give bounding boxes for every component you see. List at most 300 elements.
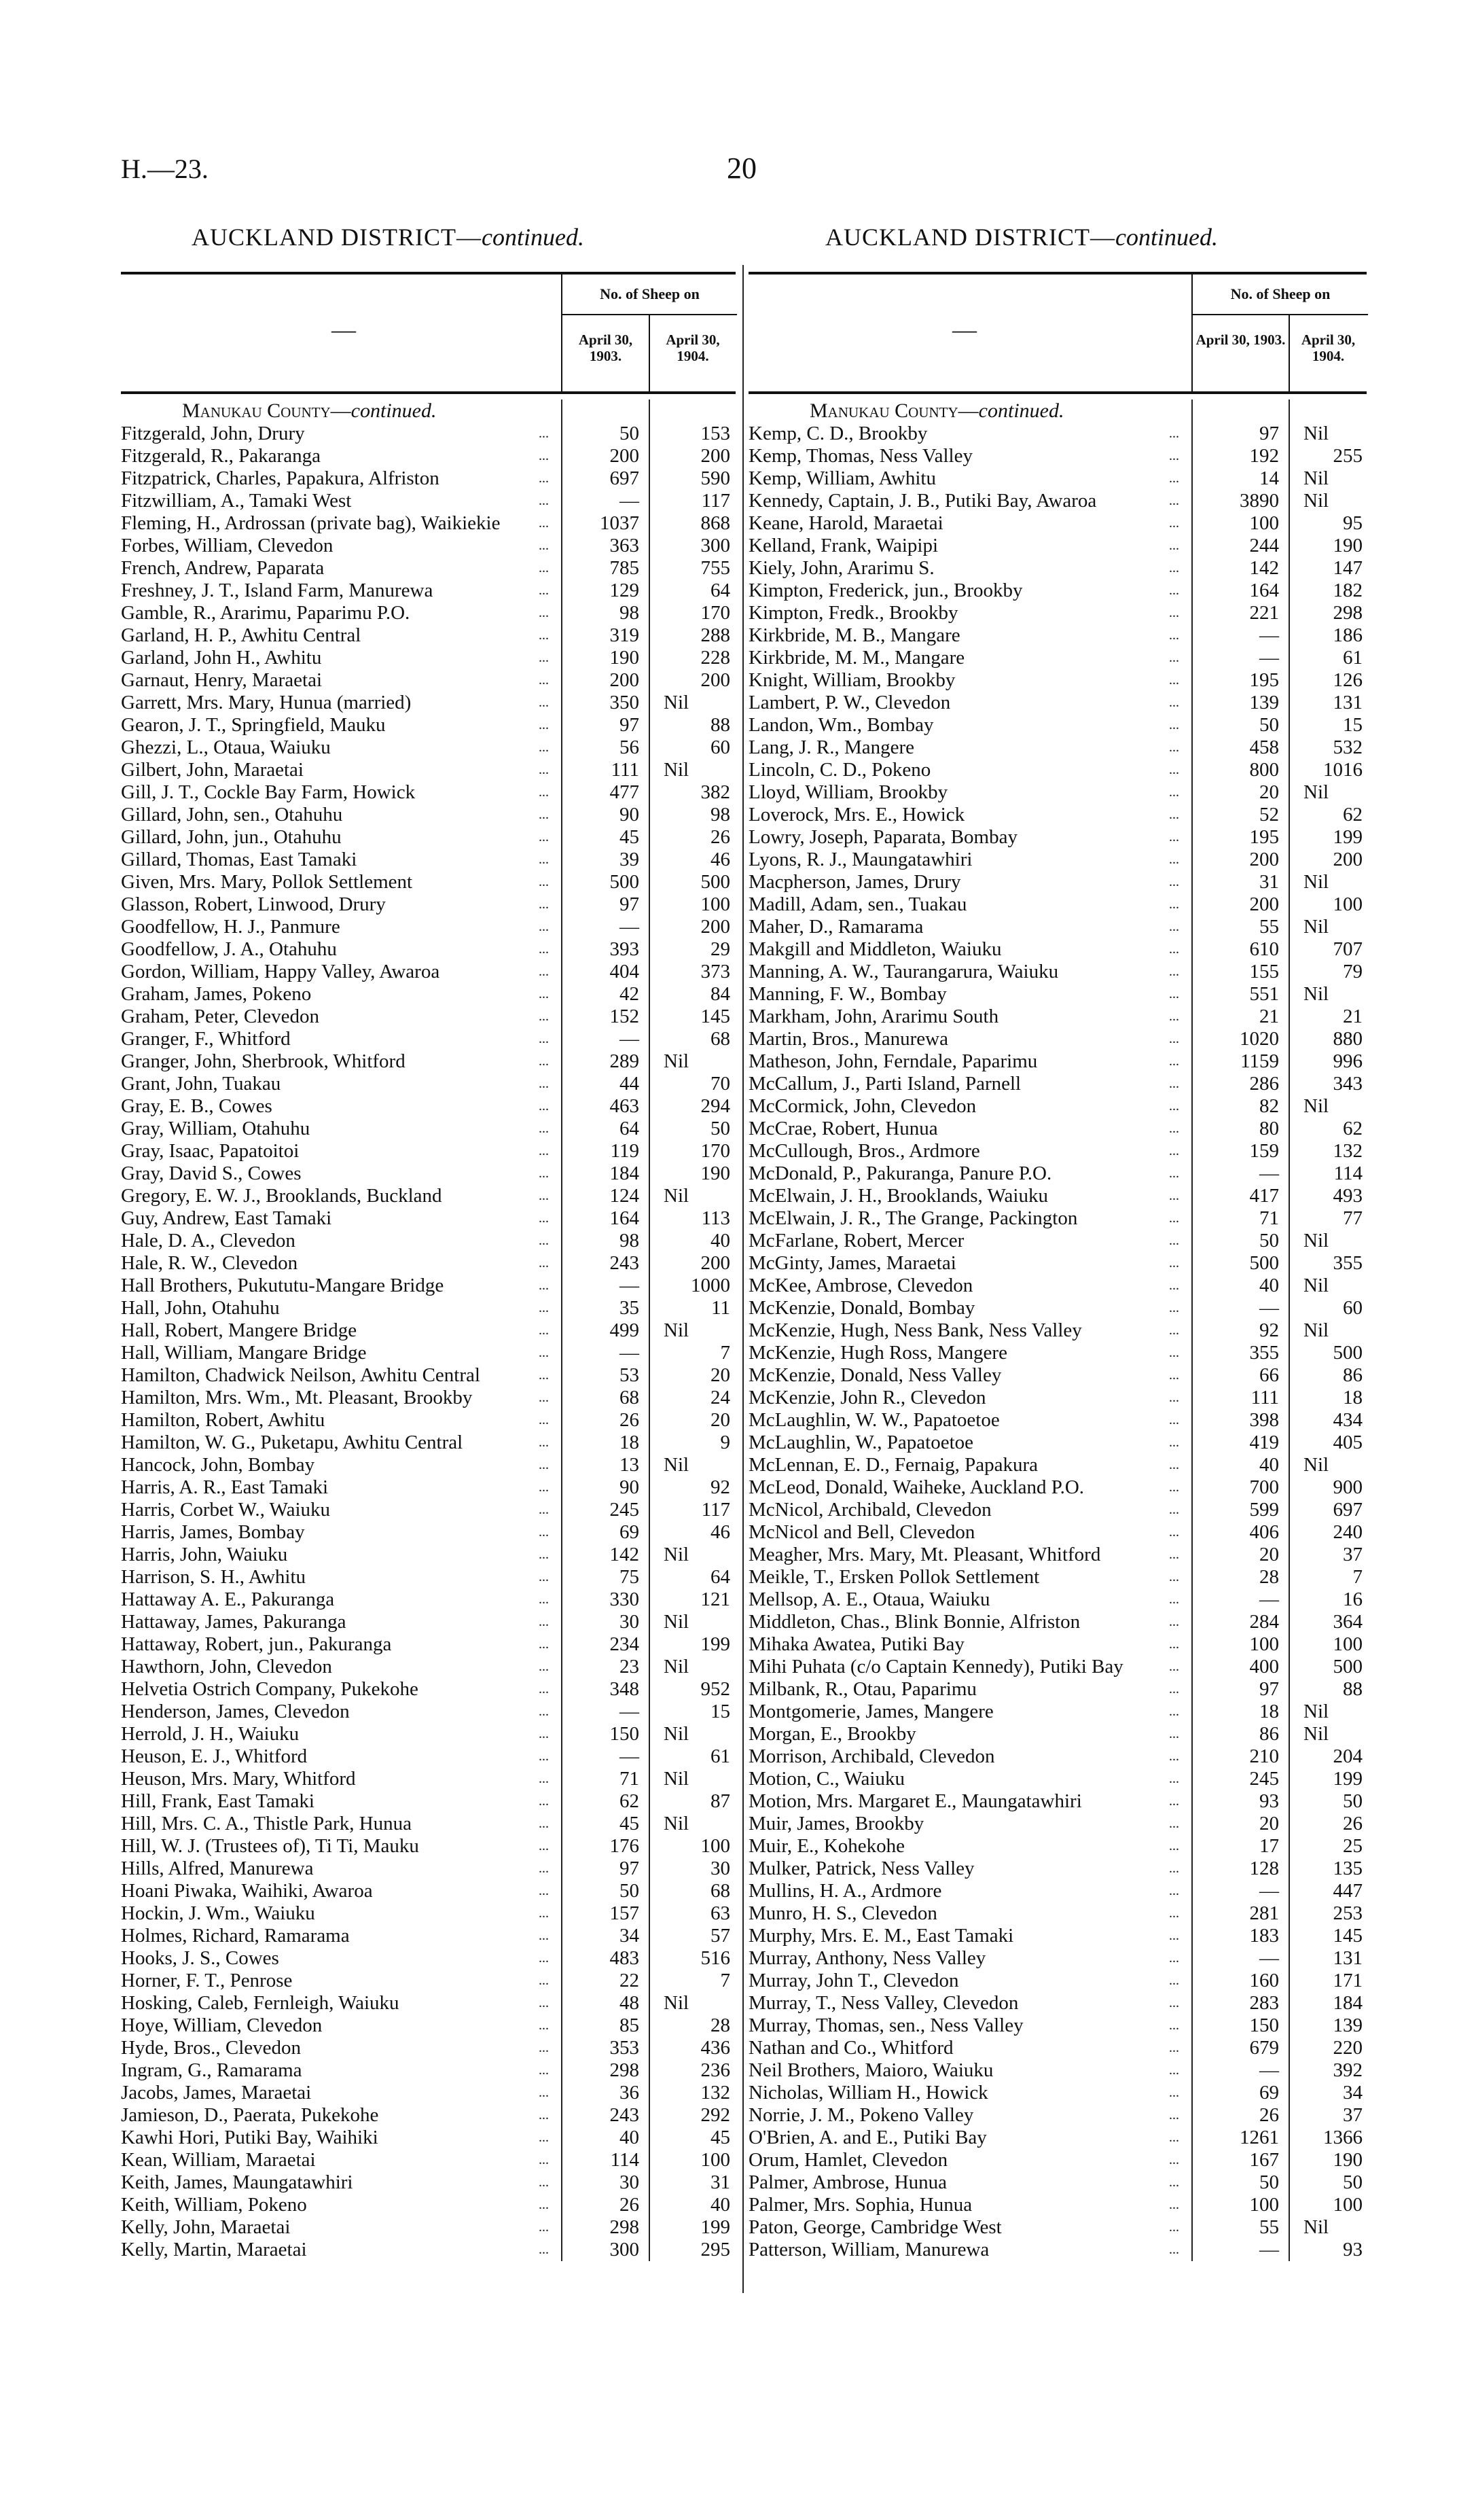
owner-name-text: Hamilton, Robert, Awhitu [121, 1409, 325, 1431]
dot-leader: ... [1169, 1704, 1179, 1719]
owner-name-text: Macpherson, James, Drury [749, 871, 961, 893]
sheep-1903: 200 [1249, 849, 1279, 870]
sheep-1904: 131 [1333, 1947, 1363, 1969]
column-rule [1289, 400, 1290, 2261]
table-body [121, 400, 736, 2261]
dot-leader: ... [1169, 762, 1179, 777]
table-row [121, 1454, 736, 1476]
dot-leader: ... [1169, 987, 1179, 1001]
table-row [749, 1342, 1367, 1364]
table-row [121, 1656, 736, 1678]
table-row [121, 1319, 736, 1342]
dot-leader: ... [1169, 2197, 1179, 2212]
sheep-1903: 30 [619, 1611, 639, 1633]
table-row [121, 737, 736, 759]
owner-name [749, 1925, 1191, 1947]
owner-name-text: Kelland, Frank, Waipipi [749, 535, 939, 556]
owner-name [121, 893, 561, 916]
table-row [749, 961, 1367, 983]
owner-name-text: Hills, Alfred, Manurewa [121, 1858, 314, 1879]
dot-leader: ... [539, 897, 549, 912]
dot-leader: ... [1169, 1323, 1179, 1338]
owner-name-text: Makgill and Middleton, Waiuku [749, 938, 1002, 960]
owner-name [121, 467, 561, 490]
sheep-1903: 111 [611, 759, 639, 781]
sheep-1904: 199 [1333, 826, 1363, 848]
owner-name-text: Heuson, E. J., Whitford [121, 1745, 308, 1767]
dot-leader: ... [539, 1121, 549, 1136]
owner-name [121, 1118, 561, 1140]
table-row [749, 2037, 1367, 2059]
sheep-1904: 93 [1343, 2239, 1363, 2260]
sheep-1904: 37 [1343, 2104, 1363, 2126]
sheep-1904: 61 [1343, 647, 1363, 669]
owner-name [749, 669, 1191, 692]
sheep-1903: 69 [619, 1521, 639, 1543]
sheep-1904: 590 [700, 467, 730, 489]
owner-name-text: Graham, Peter, Clevedon [121, 1006, 319, 1027]
dot-leader: ... [1169, 426, 1179, 441]
dot-leader: ... [1169, 1413, 1179, 1427]
dot-leader: ... [539, 1233, 549, 1248]
dot-leader: ... [1169, 1166, 1179, 1181]
dot-leader: ... [539, 1794, 549, 1809]
table-row [121, 1925, 736, 1947]
owner-name-text: Mullins, H. A., Ardmore [749, 1880, 942, 1902]
owner-name [749, 916, 1191, 938]
sheep-1904: 382 [700, 781, 730, 803]
sheep-1904: 145 [700, 1006, 730, 1027]
sheep-1904: 298 [1333, 602, 1363, 624]
owner-name-text: Mulker, Patrick, Ness Valley [749, 1858, 975, 1879]
sheep-1904: 294 [700, 1095, 730, 1117]
owner-name-text: McCallum, J., Parti Island, Parnell [749, 1073, 1022, 1095]
owner-name [749, 983, 1191, 1006]
owner-name-text: Lyons, R. J., Maungatawhiri [749, 849, 973, 870]
owner-name-text: Kemp, William, Awhitu [749, 467, 936, 489]
sheep-1903: 50 [619, 1880, 639, 1902]
title-suffix: continued. [1115, 224, 1218, 251]
owner-name [749, 1185, 1191, 1207]
owner-name [749, 804, 1191, 826]
col-1904-header: April 30, 1904. [1289, 314, 1367, 391]
name-column-header: — [331, 316, 356, 343]
table-row [749, 423, 1367, 445]
owner-name-text: McLeod, Donald, Waiheke, Auckland P.O. [749, 1476, 1085, 1498]
sheep-1904: 900 [1333, 1476, 1363, 1498]
dot-leader: ... [539, 1906, 549, 1921]
owner-name [749, 1880, 1191, 1902]
table-row [121, 535, 736, 557]
owner-name-text: Mihi Puhata (c/o Captain Kennedy), Putiki Bay [749, 1656, 1123, 1678]
owner-name [121, 1140, 561, 1163]
owner-name-text: Gillard, Thomas, East Tamaki [121, 849, 357, 870]
dot-leader: ... [1169, 807, 1179, 822]
dot-leader: ... [539, 2018, 549, 2033]
sheep-1904: Nil [1303, 1275, 1329, 1296]
owner-name-text: Maher, D., Ramarama [749, 916, 924, 938]
sheep-1904: Nil [664, 1723, 689, 1745]
table-row [121, 1566, 736, 1589]
owner-name [121, 2171, 561, 2194]
sheep-1903: 176 [609, 1835, 639, 1857]
dot-leader: ... [539, 1883, 549, 1898]
sheep-1904: 500 [1333, 1656, 1363, 1678]
dot-leader: ... [539, 2063, 549, 2078]
sheep-1903: 298 [609, 2216, 639, 2238]
dot-leader: ... [1169, 695, 1179, 710]
sheep-1904: 295 [700, 2239, 730, 2260]
owner-name [749, 1095, 1191, 1118]
owner-name-text: Middleton, Chas., Blink Bonnie, Alfriston [749, 1611, 1081, 1633]
table-row [121, 1252, 736, 1275]
owner-name [121, 1992, 561, 2015]
dot-leader: ... [1169, 1368, 1179, 1383]
owner-name-text: McKenzie, Hugh Ross, Mangere [749, 1342, 1007, 1364]
owner-name-text: Gray, William, Otahuhu [121, 1118, 310, 1139]
table-row [749, 1454, 1367, 1476]
dot-leader: ... [1169, 1951, 1179, 1966]
owner-name [749, 1297, 1191, 1319]
owner-name [749, 1163, 1191, 1185]
sheep-1904: 373 [700, 961, 730, 982]
owner-name [121, 1454, 561, 1476]
section-heading [749, 400, 1367, 423]
owner-name [121, 535, 561, 557]
table-row [121, 781, 736, 804]
sheep-1903: 551 [1249, 983, 1279, 1005]
owner-name-text: Markham, John, Ararimu South [749, 1006, 999, 1027]
sheep-1903: 1261 [1240, 2127, 1279, 2148]
dot-leader: ... [539, 2108, 549, 2123]
owner-name [121, 737, 561, 759]
table-row [121, 714, 736, 737]
owner-name-text: Gillard, John, sen., Otahuhu [121, 804, 343, 826]
sheep-1904: 117 [701, 490, 730, 512]
sheep-1903: 234 [609, 1633, 639, 1655]
owner-name [749, 1499, 1191, 1521]
table-row [121, 1723, 736, 1745]
table-row [121, 647, 736, 669]
table-row [749, 737, 1367, 759]
sheep-1903: 17 [1259, 1835, 1279, 1857]
sheep-1904: 21 [1343, 1006, 1363, 1027]
owner-name-text: Henderson, James, Clevedon [121, 1701, 350, 1722]
sheep-1904: 126 [1333, 669, 1363, 691]
dot-leader: ... [539, 1413, 549, 1427]
sheep-1904: 15 [1343, 714, 1363, 736]
sheep-1904: Nil [664, 1992, 689, 2014]
table-row [749, 1006, 1367, 1028]
sheep-1903: 150 [1249, 2015, 1279, 2036]
owner-name [749, 1432, 1191, 1454]
owner-name-text: McKenzie, Hugh, Ness Bank, Ness Valley [749, 1319, 1082, 1341]
sheep-1903: 20 [1259, 781, 1279, 803]
dot-leader: ... [539, 448, 549, 463]
owner-name [121, 1970, 561, 1992]
sheep-1903: 785 [609, 557, 639, 579]
owner-name-text: McNicol and Bell, Clevedon [749, 1521, 975, 1543]
sheep-1904: 190 [700, 1163, 730, 1184]
sheep-1904: 60 [1343, 1297, 1363, 1319]
table-row [121, 445, 736, 467]
right-table [749, 272, 1367, 2261]
sheep-1903: 20 [1259, 1813, 1279, 1834]
owner-name [749, 1768, 1191, 1790]
table-row [749, 1476, 1367, 1499]
sheep-1904: 139 [1333, 2015, 1363, 2036]
owner-name [749, 2216, 1191, 2239]
table-row [749, 512, 1367, 535]
owner-name-text: McCormick, John, Clevedon [749, 1095, 977, 1117]
dot-leader: ... [1169, 605, 1179, 620]
owner-name [749, 692, 1191, 714]
table-row [121, 1880, 736, 1902]
table-row [749, 2194, 1367, 2216]
table-row [121, 1992, 736, 2015]
owner-name-text: Patterson, William, Manurewa [749, 2239, 990, 2260]
owner-name [749, 1902, 1191, 1925]
dot-leader: ... [539, 762, 549, 777]
owner-name [121, 2239, 561, 2261]
owner-name-text: Morrison, Archibald, Clevedon [749, 1745, 995, 1767]
owner-name [121, 1589, 561, 1611]
owner-name-text: Meagher, Mrs. Mary, Mt. Pleasant, Whitford [749, 1544, 1101, 1565]
sheep-1904: 20 [710, 1364, 730, 1386]
table-row [749, 1118, 1367, 1140]
sheep-1903: 22 [619, 1970, 639, 1991]
sheep-1904: 447 [1333, 1880, 1363, 1902]
owner-name [121, 1790, 561, 1813]
table-row [749, 2149, 1367, 2171]
table-row [121, 692, 736, 714]
owner-name [121, 1633, 561, 1656]
owner-name [121, 1521, 561, 1544]
sheep-1904: Nil [1303, 467, 1329, 489]
dot-leader: ... [539, 807, 549, 822]
dot-leader: ... [1169, 1614, 1179, 1629]
sheep-1904: 113 [701, 1207, 730, 1229]
owner-name [121, 961, 561, 983]
table-row [121, 1297, 736, 1319]
owner-name [749, 1544, 1191, 1566]
sheep-1903: 97 [1259, 423, 1279, 444]
sheep-1903: 200 [609, 445, 639, 467]
sheep-1903: 52 [1259, 804, 1279, 826]
owner-name [121, 1499, 561, 1521]
dot-leader: ... [1169, 1076, 1179, 1091]
dot-leader: ... [539, 1816, 549, 1831]
sheep-1903: 319 [609, 624, 639, 646]
table-row [749, 624, 1367, 647]
sheep-1903: 284 [1249, 1611, 1279, 1633]
sheep-1903: 40 [1259, 1454, 1279, 1476]
col-1904-header: April 30, 1904. [649, 314, 736, 391]
owner-name-text: Hooks, J. S., Cowes [121, 1947, 279, 1969]
sheep-1903: 157 [609, 1902, 639, 1924]
table-row [749, 1230, 1367, 1252]
table-row [121, 1499, 736, 1521]
sheep-1904: 952 [700, 1678, 730, 1700]
dot-leader: ... [539, 628, 549, 643]
owner-name-text: Gilbert, John, Maraetai [121, 759, 304, 781]
sheep-1903: 195 [1249, 826, 1279, 848]
owner-name-text: Murray, Thomas, sen., Ness Valley [749, 2015, 1024, 2036]
owner-name [749, 871, 1191, 893]
sheep-1904: 9 [720, 1432, 730, 1453]
owner-name-text: Goodfellow, H. J., Panmure [121, 916, 340, 938]
table-row [121, 669, 736, 692]
dot-leader: ... [1169, 1794, 1179, 1809]
dot-leader: ... [1169, 448, 1179, 463]
owner-name-text: Hawthorn, John, Clevedon [121, 1656, 332, 1678]
sheep-1904: 100 [700, 1835, 730, 1857]
dot-leader: ... [1169, 1592, 1179, 1607]
dot-leader: ... [1169, 1256, 1179, 1271]
sheep-1903: 36 [619, 2082, 639, 2104]
owner-name [121, 1611, 561, 1633]
sheep-1904: Nil [1303, 490, 1329, 512]
owner-name-text: Muir, E., Kohekohe [749, 1835, 905, 1857]
sheep-1904: 24 [710, 1387, 730, 1408]
table-row [749, 535, 1367, 557]
table-row [749, 1678, 1367, 1701]
dot-leader: ... [1169, 1031, 1179, 1046]
owner-name [121, 2037, 561, 2059]
dot-leader: ... [539, 2152, 549, 2167]
owner-name [749, 535, 1191, 557]
table-row [749, 445, 1367, 467]
sheep-1904: 868 [700, 512, 730, 534]
owner-name-text: Garrett, Mrs. Mary, Hunua (married) [121, 692, 412, 713]
table-row [749, 2104, 1367, 2127]
owner-name-text: Helvetia Ostrich Company, Pukekohe [121, 1678, 418, 1700]
sheep-1904: 147 [1333, 557, 1363, 579]
sheep-1904: 171 [1333, 1970, 1363, 1991]
dot-leader: ... [1169, 1099, 1179, 1114]
dot-leader: ... [539, 1749, 549, 1764]
owner-name [121, 2149, 561, 2171]
owner-name [121, 1880, 561, 1902]
owner-name-text: Hall, William, Mangare Bridge [121, 1342, 367, 1364]
dot-leader: ... [1169, 2040, 1179, 2055]
sheep-1903: 90 [619, 804, 639, 826]
owner-name [121, 647, 561, 669]
column-divider [742, 265, 744, 2293]
table-row [749, 1790, 1367, 1813]
owner-name [121, 1297, 561, 1319]
sheep-1903: 298 [609, 2059, 639, 2081]
sheep-1904: 60 [710, 737, 730, 758]
dot-leader: ... [539, 785, 549, 800]
table-row [749, 1297, 1367, 1319]
owner-name-text: Gamble, R., Ararimu, Paparimu P.O. [121, 602, 410, 624]
table-row [121, 1387, 736, 1409]
sheep-1903: 13 [619, 1454, 639, 1476]
owner-name-text: Gill, J. T., Cockle Bay Farm, Howick [121, 781, 416, 803]
sheep-1904: 131 [1333, 692, 1363, 713]
owner-name-text: Matheson, John, Ferndale, Paparimu [749, 1050, 1038, 1072]
dot-leader: ... [539, 2085, 549, 2100]
sheep-1904: Nil [1303, 423, 1329, 444]
sheep-1903: 124 [609, 1185, 639, 1207]
owner-name [121, 1947, 561, 1970]
table-row [749, 467, 1367, 490]
sheep-1904: 30 [710, 1858, 730, 1879]
title-main: AUCKLAND DISTRICT— [825, 224, 1115, 251]
table-row [749, 1633, 1367, 1656]
sheep-1903: 477 [609, 781, 639, 803]
sheep-1904: 500 [700, 871, 730, 893]
owner-name-text: McKenzie, Donald, Ness Valley [749, 1364, 1002, 1386]
owner-name-text: Muir, James, Brookby [749, 1813, 924, 1834]
sheep-1903: 100 [1249, 1633, 1279, 1655]
owner-name-text: Kiely, John, Ararimu S. [749, 557, 935, 579]
table-row [749, 849, 1367, 871]
owner-name [121, 2194, 561, 2216]
owner-name [749, 1275, 1191, 1297]
sheep-1904: 755 [700, 557, 730, 579]
owner-name-text: Manning, A. W., Taurangarura, Waiuku [749, 961, 1059, 982]
sheep-1903: 610 [1249, 938, 1279, 960]
dot-leader: ... [1169, 1278, 1179, 1293]
sheep-1903: 100 [1249, 2194, 1279, 2216]
table-row [749, 1521, 1367, 1544]
owner-name-text: Kemp, C. D., Brookby [749, 423, 928, 444]
sheep-1904: 200 [700, 916, 730, 938]
sheep-1903: 21 [1259, 1006, 1279, 1027]
table-row [121, 804, 736, 826]
table-row [121, 2082, 736, 2104]
dot-leader: ... [539, 2220, 549, 2235]
owner-name-text: Murray, T., Ness Valley, Clevedon [749, 1992, 1019, 2014]
sheep-1904: 184 [1333, 1992, 1363, 2014]
table-row [121, 2171, 736, 2194]
table-row [749, 1611, 1367, 1633]
sheep-1904: 70 [710, 1073, 730, 1095]
sheep-1904: 62 [1343, 1118, 1363, 1139]
table-row [749, 781, 1367, 804]
owner-name-text: Hamilton, Mrs. Wm., Mt. Pleasant, Brookby [121, 1387, 473, 1408]
dot-leader: ... [1169, 874, 1179, 889]
owner-name [121, 1230, 561, 1252]
owner-name [749, 938, 1191, 961]
owner-name-text: Landon, Wm., Bombay [749, 714, 934, 736]
owner-name [121, 490, 561, 512]
sheep-1904: 37 [1343, 1544, 1363, 1565]
owner-name [749, 1140, 1191, 1163]
dot-leader: ... [1169, 2085, 1179, 2100]
sheep-1904: 87 [710, 1790, 730, 1812]
owner-name-text: Fitzwilliam, A., Tamaki West [121, 490, 352, 512]
table-row [749, 1589, 1367, 1611]
table-row [121, 1140, 736, 1163]
owner-name-text: Motion, Mrs. Margaret E., Maungatawhiri [749, 1790, 1082, 1812]
owner-name [121, 1768, 561, 1790]
table-row [749, 1992, 1367, 2015]
owner-name [121, 1028, 561, 1050]
dot-leader: ... [1169, 897, 1179, 912]
table-row [749, 1880, 1367, 1902]
owner-name-text: Hattaway, James, Pakuranga [121, 1611, 346, 1633]
table-row [121, 1073, 736, 1095]
sheep-1904: 200 [700, 1252, 730, 1274]
table-row [749, 1409, 1367, 1432]
owner-name-text: McLaughlin, W. W., Papatoetoe [749, 1409, 1000, 1431]
sheep-1903: 31 [1259, 871, 1279, 893]
section-main: Manukau County— [182, 400, 351, 422]
sheep-1903: — [1259, 1163, 1279, 1184]
